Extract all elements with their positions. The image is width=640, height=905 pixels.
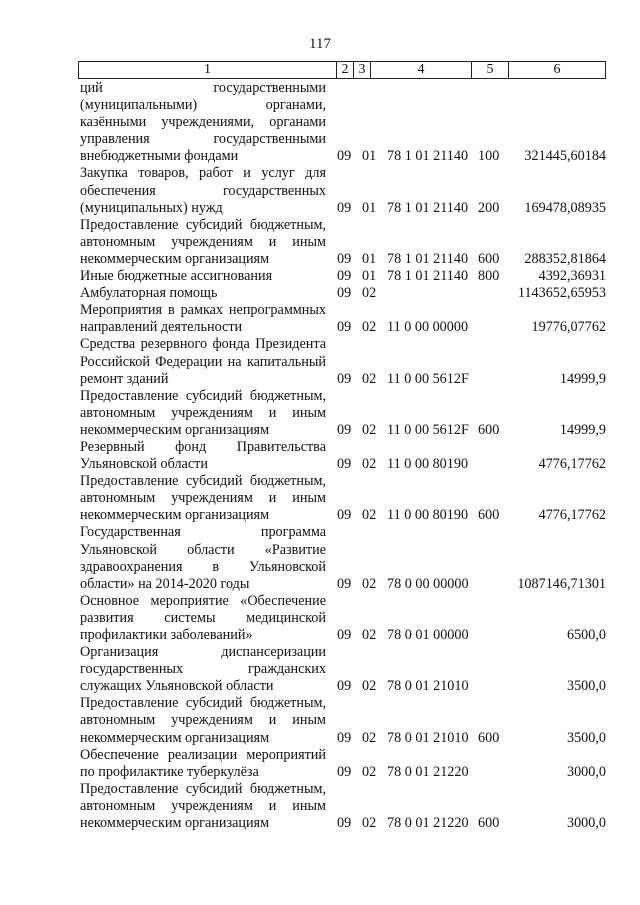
header-cell: 3: [354, 62, 371, 78]
subsection-code: 01: [362, 199, 377, 216]
section-code: 09: [337, 250, 352, 267]
row-name: Предоставление субсидий бюджетным, автономным учреждениям и иным некоммерческим организациям: [80, 387, 326, 438]
target-article-code: 11 0 00 5612F: [387, 370, 469, 387]
row-name: Закупка товаров, работ и услуг для обеспечения государственных (муниципальных) нужд: [80, 165, 326, 216]
header-cell: 4: [371, 62, 472, 78]
table-row: [80, 781, 606, 832]
target-article-code: 78 0 01 21220: [387, 815, 469, 832]
table-row: [80, 285, 606, 302]
table-row: [80, 80, 606, 165]
row-amount: 288352,81864: [524, 250, 606, 267]
section-code: 09: [337, 815, 352, 832]
subsection-code: 01: [362, 268, 377, 285]
table-row: [80, 217, 606, 268]
target-article-code: 78 0 01 21010: [387, 678, 469, 695]
section-code: 09: [337, 456, 352, 473]
expense-type-code: 600: [478, 421, 500, 438]
row-amount: 3000,0: [566, 815, 606, 832]
row-name: Предоставление субсидий бюджетным, автономным учреждениям и иным некоммерческим организациям: [80, 780, 326, 832]
section-code: 09: [337, 268, 352, 285]
section-code: 09: [337, 199, 352, 216]
row-amount: 4776,17762: [538, 507, 606, 524]
table-row: [80, 695, 606, 746]
subsection-code: 02: [362, 763, 377, 780]
target-article-code: 78 0 01 21010: [387, 729, 469, 746]
row-name: Государственная программа Ульяновской области «Развитие здравоохранения в Ульяновской области» на 2014-2020 годы: [80, 524, 326, 592]
table-row: [80, 302, 606, 336]
table-row: [80, 644, 606, 695]
row-amount: 3500,0: [566, 678, 606, 695]
row-name: Резервный фонд Правительства Ульяновской области: [80, 438, 326, 473]
row-name: Предоставление субсидий бюджетным, автономным учреждениям и иным некоммерческим организациям: [80, 695, 326, 746]
table-row: [80, 593, 606, 644]
expense-type-code: 600: [478, 729, 500, 746]
expense-type-code: 600: [478, 815, 500, 832]
row-name: Предоставление субсидий бюджетным, автономным учреждениям и иным некоммерческим организациям: [80, 216, 326, 267]
subsection-code: 02: [362, 421, 377, 438]
row-name: Иные бюджетные ассигнования: [80, 268, 273, 285]
subsection-code: 02: [362, 456, 377, 473]
target-article-code: 78 0 01 00000: [387, 627, 469, 643]
subsection-code: 02: [362, 575, 377, 592]
row-amount: 3500,0: [566, 729, 606, 746]
row-amount: 4776,17762: [538, 456, 606, 473]
section-code: 09: [337, 148, 352, 165]
row-amount: 1087146,71301: [517, 575, 606, 592]
header-cell: 1: [79, 62, 337, 78]
table-row: [80, 388, 606, 439]
section-code: 09: [337, 507, 352, 524]
row-amount: 321445,60184: [524, 148, 606, 165]
table-header-row: [78, 61, 606, 79]
section-code: 09: [337, 285, 352, 302]
target-article-code: 78 1 01 21140: [387, 268, 469, 285]
row-name: Организация диспансеризации государственных гражданских служащих Ульяновской области: [80, 644, 326, 695]
target-article-code: 78 1 01 21140: [387, 199, 469, 216]
section-code: 09: [337, 421, 352, 438]
section-code: 09: [337, 763, 352, 780]
row-name: Обеспечение реализации мероприятий по профилактике туберкулёза: [80, 746, 326, 780]
subsection-code: 01: [362, 250, 377, 267]
section-code: 09: [337, 319, 352, 336]
target-article-code: 78 0 01 21220: [387, 763, 469, 780]
row-amount: 14999,9: [559, 370, 606, 387]
subsection-code: 02: [362, 319, 377, 336]
row-amount: 6500,0: [566, 627, 606, 643]
row-name: Амбулаторная помощь: [80, 285, 218, 302]
expense-type-code: 200: [478, 199, 500, 216]
subsection-code: 01: [362, 148, 377, 165]
subsection-code: 02: [362, 627, 377, 643]
target-article-code: 78 1 01 21140: [387, 148, 469, 165]
target-article-code: 11 0 00 00000: [387, 319, 469, 336]
section-code: 09: [337, 627, 352, 643]
table-row: [80, 524, 606, 592]
expense-type-code: 800: [478, 268, 500, 285]
target-article-code: 11 0 00 80190: [387, 456, 469, 473]
row-name: Мероприятия в рамках непрограммных направлений деятельности: [80, 302, 326, 336]
section-code: 09: [337, 370, 352, 387]
row-name: Предоставление субсидий бюджетным, автономным учреждениям и иным некоммерческим организациям: [80, 473, 326, 524]
subsection-code: 02: [362, 507, 377, 524]
section-code: 09: [337, 729, 352, 746]
table-row: [80, 268, 606, 285]
expense-type-code: 600: [478, 250, 500, 267]
subsection-code: 02: [362, 285, 377, 302]
table-row: [80, 473, 606, 524]
subsection-code: 02: [362, 815, 377, 832]
section-code: 09: [337, 678, 352, 695]
target-article-code: 11 0 00 5612F: [387, 421, 469, 438]
table-row: [80, 747, 606, 781]
row-amount: 1143652,65953: [517, 285, 606, 302]
header-cell: 2: [337, 62, 354, 78]
section-code: 09: [337, 575, 352, 592]
row-amount: 19776,07762: [531, 319, 606, 336]
expense-type-code: 100: [478, 148, 500, 165]
subsection-code: 02: [362, 370, 377, 387]
row-name: Средства резервного фонда Президента Российской Федерации на капитальный ремонт зданий: [80, 336, 326, 387]
page-number: 117: [309, 36, 331, 52]
target-article-code: 11 0 00 80190: [387, 507, 469, 524]
expense-type-code: 600: [478, 507, 500, 524]
target-article-code: 78 0 00 00000: [387, 575, 469, 592]
row-amount: 169478,08935: [524, 199, 606, 216]
subsection-code: 02: [362, 678, 377, 695]
budget-table-body: [80, 80, 606, 832]
row-name: Основное мероприятие «Обеспечение развития системы медицинской профилактики заболеваний»: [80, 592, 326, 643]
table-row: [80, 165, 606, 216]
target-article-code: 78 1 01 21140: [387, 250, 469, 267]
subsection-code: 02: [362, 729, 377, 746]
header-cell: 5: [472, 62, 509, 78]
row-amount: 4392,36931: [538, 268, 606, 285]
row-amount: 3000,0: [566, 763, 606, 780]
table-row: [80, 439, 606, 473]
row-amount: 14999,9: [559, 421, 606, 438]
table-row: [80, 336, 606, 387]
row-name: ций государственными (муниципальными) органами, казёнными учреждениями, органами управления государственными внебюджетными фондами: [80, 80, 326, 165]
header-cell: 6: [553, 62, 561, 77]
